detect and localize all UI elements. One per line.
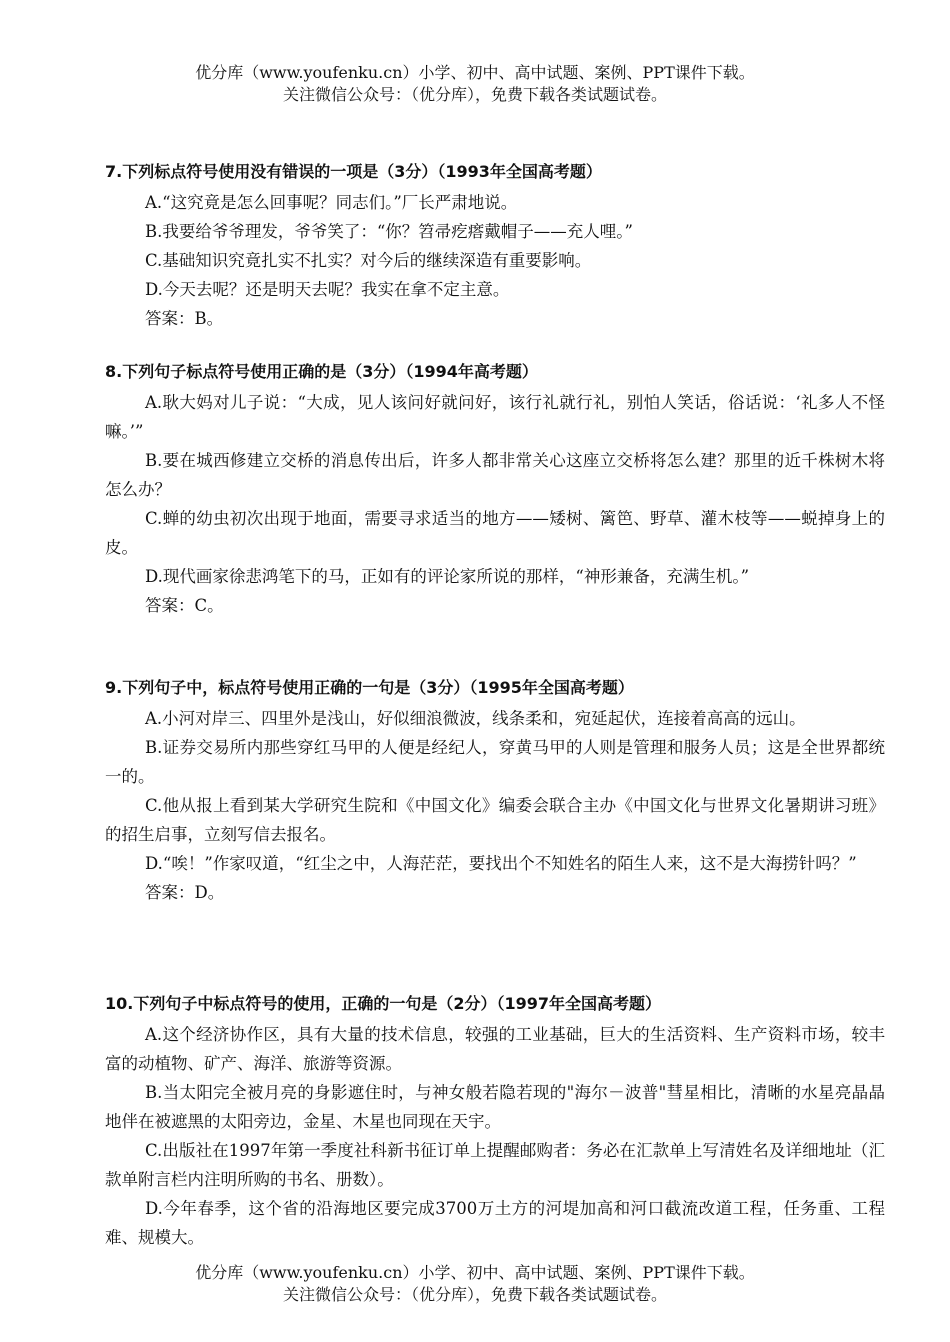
option-c: C.出版社在1997年第一季度社科新书征订单上提醒邮购者：务必在汇款单上写清姓名及详细地址（汇款单附言栏内注明所购的书名、册数）。 bbox=[105, 1141, 885, 1189]
page-footer bbox=[0, 1262, 950, 1306]
footer-line-2: 关注微信公众号：（优分库），免费下载各类试题试卷。 bbox=[282, 1285, 667, 1304]
option-c: C.他从报上看到某大学研究生院和《中国文化》编委会联合主办《中国文化与世界文化暑期讲习班》的招生启事，立刻写信去报名。 bbox=[105, 796, 885, 844]
answer: 答案：D。 bbox=[145, 883, 225, 902]
option-b: B.当太阳完全被月亮的身影遮住时，与神女般若隐若现的"海尔－波普"彗星相比，清晰的水星亮晶晶地伴在被遮黑的太阳旁边，金星、木星也同现在天宇。 bbox=[105, 1083, 885, 1131]
header-line-2: 关注微信公众号：（优分库），免费下载各类试题试卷。 bbox=[282, 85, 667, 104]
option-c: C.蝉的幼虫初次出现于地面，需要寻求适当的地方——矮树、篱笆、野草、灌木枝等——蜕掉身上的皮。 bbox=[105, 509, 885, 557]
option-d: D.现代画家徐悲鸿笔下的马，正如有的评论家所说的那样，“神形兼备，充满生机。” bbox=[145, 567, 750, 586]
header-line-1: 优分库（www.youfenku.cn）小学、初中、高中试题、案例、PPT课件下载。 bbox=[195, 63, 755, 82]
option-d: D.今天去呢？还是明天去呢？我实在拿不定主意。 bbox=[145, 280, 510, 299]
question-10 bbox=[105, 990, 885, 1252]
option-d: D.今年春季，这个省的沿海地区要完成3700万土方的河堤加高和河口截流改道工程，任务重、工程难、规模大。 bbox=[105, 1199, 885, 1247]
question-7 bbox=[105, 158, 885, 333]
answer: 答案：C。 bbox=[145, 596, 224, 615]
option-c: C.基础知识究竟扎实不扎实？对今后的继续深造有重要影响。 bbox=[145, 251, 592, 270]
option-b: B.要在城西修建立交桥的消息传出后，许多人都非常关心这座立交桥将怎么建？那里的近千株树木将怎么办？ bbox=[105, 451, 885, 499]
option-a: A.“这究竟是怎么回事呢？同志们。”厂长严肃地说。 bbox=[145, 193, 518, 212]
answer: 答案：B。 bbox=[145, 309, 224, 328]
question-title: 10.下列句子中标点符号的使用，正确的一句是（2分）（1997年全国高考题） bbox=[105, 994, 662, 1013]
question-title: 8.下列句子标点符号使用正确的是（3分）（1994年高考题） bbox=[105, 362, 538, 381]
option-a: A.这个经济协作区，具有大量的技术信息，较强的工业基础，巨大的生活资料、生产资料市场，较丰富的动植物、矿产、海洋、旅游等资源。 bbox=[105, 1025, 885, 1073]
question-title: 7.下列标点符号使用没有错误的一项是（3分）（1993年全国高考题） bbox=[105, 162, 602, 181]
page-header bbox=[0, 62, 950, 106]
option-d: D.“唉！”作家叹道，“红尘之中，人海茫茫，要找出个不知姓名的陌生人来，这不是大海捞针吗？” bbox=[145, 854, 857, 873]
option-b: B.我要给爷爷理发，爷爷笑了：“你？笤帚疙瘩戴帽子——充人哩。” bbox=[145, 222, 633, 241]
option-b: B.证券交易所内那些穿红马甲的人便是经纪人，穿黄马甲的人则是管理和服务人员；这是全世界都统一的。 bbox=[105, 738, 885, 786]
option-a: A.小河对岸三、四里外是浅山，好似细浪微波，线条柔和，宛延起伏，连接着高高的远山。 bbox=[145, 709, 806, 728]
footer-line-1: 优分库（www.youfenku.cn）小学、初中、高中试题、案例、PPT课件下载。 bbox=[195, 1263, 755, 1282]
question-title: 9.下列句子中，标点符号使用正确的一句是（3分）（1995年全国高考题） bbox=[105, 678, 634, 697]
option-a: A.耿大妈对儿子说：“大成，见人该问好就问好，该行礼就行礼，别怕人笑话，俗话说：‘礼多人不怪嘛。’” bbox=[105, 393, 885, 441]
question-9 bbox=[105, 674, 885, 907]
question-8 bbox=[105, 358, 885, 620]
